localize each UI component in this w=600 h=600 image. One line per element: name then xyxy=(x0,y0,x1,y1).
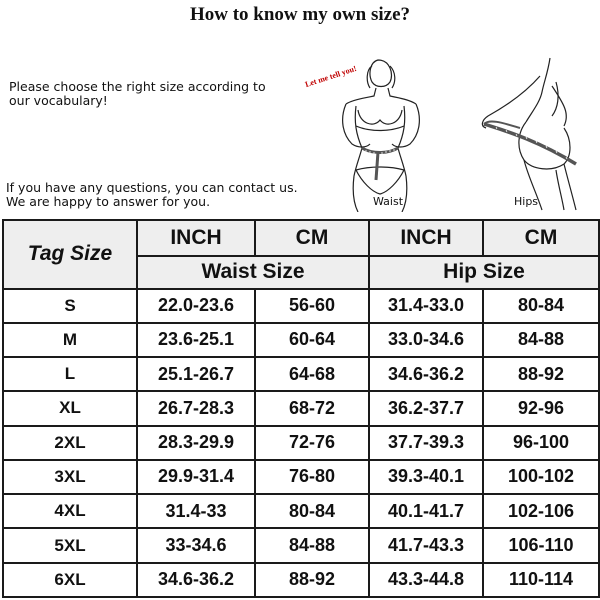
hip-inch-cell: 34.6-36.2 xyxy=(369,357,483,391)
waist-cm-cell: 68-72 xyxy=(255,391,369,425)
hip-cm-cell: 80-84 xyxy=(483,289,599,323)
waist-inch-cell: 23.6-25.1 xyxy=(137,323,255,357)
hip-inch-cell: 31.4-33.0 xyxy=(369,289,483,323)
hip-size-header: Hip Size xyxy=(369,256,599,288)
size-cell: 3XL xyxy=(3,460,137,494)
hip-inch-cell: 39.3-40.1 xyxy=(369,460,483,494)
waist-inch-cell: 29.9-31.4 xyxy=(137,460,255,494)
table-row xyxy=(3,357,599,391)
unit-header-row xyxy=(3,220,599,256)
table-row xyxy=(3,528,599,562)
size-cell: 6XL xyxy=(3,563,137,597)
waist-inch-cell: 34.6-36.2 xyxy=(137,563,255,597)
waist-inch-cell: 28.3-29.9 xyxy=(137,426,255,460)
hip-inch-cell: 33.0-34.6 xyxy=(369,323,483,357)
table-row xyxy=(3,391,599,425)
waist-cm-cell: 80-84 xyxy=(255,494,369,528)
size-cell: XL xyxy=(3,391,137,425)
tag-size-header: Tag Size xyxy=(3,220,137,289)
waist-size-header: Waist Size xyxy=(137,256,369,288)
size-cell: 2XL xyxy=(3,426,137,460)
size-cell: L xyxy=(3,357,137,391)
hip-inch-cell: 40.1-41.7 xyxy=(369,494,483,528)
hip-inch-cell: 36.2-37.7 xyxy=(369,391,483,425)
waist-cm-cell: 56-60 xyxy=(255,289,369,323)
waist-caption: Waist xyxy=(373,195,404,208)
size-cell: S xyxy=(3,289,137,323)
table-row xyxy=(3,323,599,357)
waist-cm-cell: 64-68 xyxy=(255,357,369,391)
contact-line-2: We are happy to answer for you. xyxy=(6,194,211,209)
waist-cm-cell: 72-76 xyxy=(255,426,369,460)
size-chart-table xyxy=(2,219,600,598)
hip-cm-cell: 110-114 xyxy=(483,563,599,597)
contact-line-1: If you have any questions, you can contact us. xyxy=(6,180,298,195)
waist-cm-cell: 60-64 xyxy=(255,323,369,357)
hip-cm-cell: 84-88 xyxy=(483,323,599,357)
size-cell: 5XL xyxy=(3,528,137,562)
intro-text xyxy=(9,80,299,108)
intro-line-1: Please choose the right size according to xyxy=(9,79,266,94)
hips-measure-illustration xyxy=(460,52,600,212)
hip-cm-cell: 102-106 xyxy=(483,494,599,528)
hip-cm-cell: 106-110 xyxy=(483,528,599,562)
hip-inch-cell: 37.7-39.3 xyxy=(369,426,483,460)
waist-inch-cell: 22.0-23.6 xyxy=(137,289,255,323)
hip-cm-cell: 96-100 xyxy=(483,426,599,460)
waist-cm-cell: 76-80 xyxy=(255,460,369,494)
waist-cm-header: CM xyxy=(255,220,369,256)
hip-inch-header: INCH xyxy=(369,220,483,256)
intro-line-2: our vocabulary! xyxy=(9,93,108,108)
waist-cm-cell: 88-92 xyxy=(255,563,369,597)
hip-cm-cell: 92-96 xyxy=(483,391,599,425)
callout-text: Let me tell you! xyxy=(303,63,358,90)
waist-inch-cell: 31.4-33 xyxy=(137,494,255,528)
waist-inch-cell: 33-34.6 xyxy=(137,528,255,562)
hip-cm-cell: 100-102 xyxy=(483,460,599,494)
waist-inch-cell: 26.7-28.3 xyxy=(137,391,255,425)
size-cell: M xyxy=(3,323,137,357)
hip-inch-cell: 43.3-44.8 xyxy=(369,563,483,597)
table-row xyxy=(3,426,599,460)
hip-cm-cell: 88-92 xyxy=(483,357,599,391)
hip-inch-cell: 41.7-43.3 xyxy=(369,528,483,562)
table-row xyxy=(3,289,599,323)
hip-cm-header: CM xyxy=(483,220,599,256)
page-title: How to know my own size? xyxy=(189,4,411,25)
table-row xyxy=(3,460,599,494)
size-cell: 4XL xyxy=(3,494,137,528)
waist-inch-header: INCH xyxy=(137,220,255,256)
waist-cm-cell: 84-88 xyxy=(255,528,369,562)
waist-inch-cell: 25.1-26.7 xyxy=(137,357,255,391)
hips-caption: Hips xyxy=(514,195,539,208)
table-row xyxy=(3,494,599,528)
contact-text xyxy=(6,181,306,209)
table-row xyxy=(3,563,599,597)
